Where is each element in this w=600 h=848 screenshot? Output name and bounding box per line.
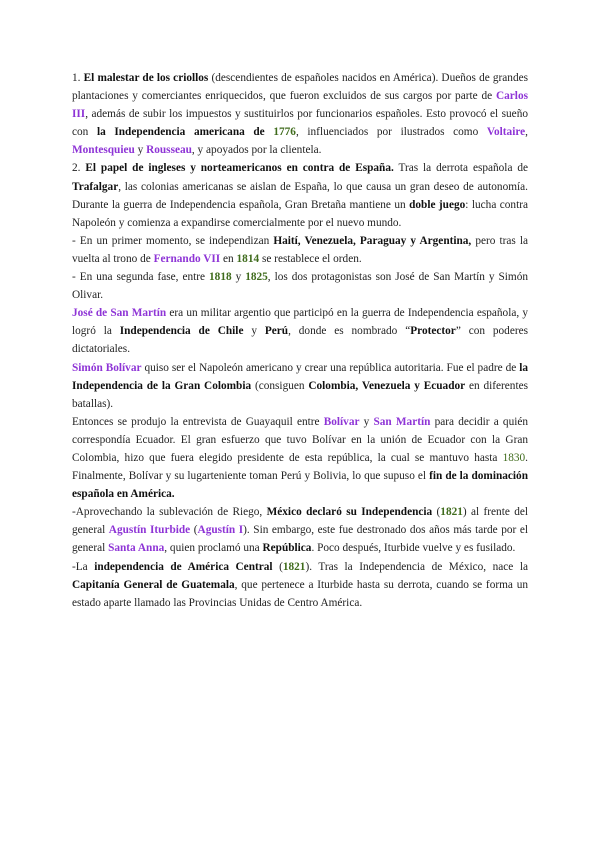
text-run: 1814 xyxy=(236,252,260,265)
text-run: (descendientes de españoles nacidos en América). Dueños de grandes plantaciones y comerciantes enriquecidos, que fueron excluidos de sus cargos por parte de xyxy=(72,72,529,103)
text-run: para decidir a quién correspondía Ecuador. El gran esfuerzo que tuvo Bolívar en la unión de Ecuador con la Gran Colombia, hizo que fuera elegido presidente de esta república, la cual se mantuvo hasta xyxy=(72,415,529,464)
text-run: 1818 xyxy=(209,271,232,284)
text-run: en diferentes batallas). xyxy=(72,379,528,410)
text-run: , influenciados por ilustrados como xyxy=(295,126,487,139)
text-run: Haití, Venezuela, Paraguay y Argentina, xyxy=(273,234,472,247)
text-run: ). Sin embargo, este fue destronado dos años más tarde por el general xyxy=(72,524,528,555)
text-run: (consiguen xyxy=(251,379,309,392)
text-run: El papel de ingleses y norteamericanos en contra de España. xyxy=(85,162,394,175)
text-run: Independencia de Chile xyxy=(119,325,244,338)
text-run: ( xyxy=(432,506,441,519)
paragraph-america-central xyxy=(72,558,528,612)
text-run: la Independencia de la Gran Colombia xyxy=(72,361,529,392)
text-run: , además de subir los impuestos y sustituirlos por funcionarios españoles. Esto provocó el sueño con xyxy=(72,108,528,139)
text-run: ( xyxy=(190,524,198,537)
text-run: , y apoyados por la clientela. xyxy=(191,144,322,157)
text-run: Agustín Iturbide xyxy=(108,524,191,537)
text-run: Entonces se produjo la entrevista de Guayaquil entre xyxy=(72,415,324,428)
paragraph-guayaquil xyxy=(72,413,528,503)
text-run: la Independencia americana de xyxy=(96,126,265,139)
text-run: Trafalgar xyxy=(72,180,119,193)
text-run: Bolívar xyxy=(323,415,360,428)
text-run: -Aprovechando la sublevación de Riego, xyxy=(72,506,267,519)
text-run: José de San Martín xyxy=(72,307,167,320)
text-run: y xyxy=(243,325,265,338)
text-run: , las colonias americanas se aislan de España, lo que causa un gran deseo de autonomía. Durante la guerra de Independencia española, Gran Bretaña mantiene un xyxy=(72,180,528,211)
text-run: Capitanía General de Guatemala xyxy=(72,578,235,591)
text-run: -La xyxy=(72,560,95,573)
text-run: , xyxy=(525,126,528,139)
text-run: independencia de América Central xyxy=(94,560,273,573)
text-run: fin de la dominación española en América. xyxy=(72,470,528,501)
text-run: 1776 xyxy=(273,126,296,139)
text-run: , que pertenece a Iturbide hasta su derrota, cuando se forma un estado aparte llamado las Provincias Unidas de Centro América. xyxy=(72,578,529,609)
paragraph-malestar-criollos xyxy=(72,69,528,159)
text-run: 1821 xyxy=(282,560,306,573)
text-run: pero tras la vuelta al trono de xyxy=(72,234,528,265)
text-run: 1. xyxy=(72,72,84,84)
text-run: . Poco después, Iturbide vuelve y es fusilado. xyxy=(311,542,516,555)
text-run: . Finalmente, Bolívar y su lugarteniente toman Perú y Bolivia, lo que supuso el xyxy=(72,451,528,483)
text-run: Agustín I xyxy=(197,524,244,537)
text-run: Colombia, Venezuela y Ecuador xyxy=(308,379,466,392)
text-run: - En un primer momento, se independizan xyxy=(72,234,274,247)
document-body xyxy=(72,69,528,612)
text-run: : lucha contra Napoleón y comienza a expandirse comercialmente por el nuevo mundo. xyxy=(72,198,528,229)
text-run: Voltaire xyxy=(486,126,526,139)
text-run: - En una segunda fase, entre xyxy=(72,271,210,284)
text-run: , los dos protagonistas son José de San Martín y Simón Olivar. xyxy=(72,271,529,302)
text-run: República xyxy=(262,542,312,555)
text-run: en xyxy=(220,252,237,265)
text-run: El malestar de los criollos xyxy=(83,72,209,84)
paragraph-papel-ingleses xyxy=(72,159,528,231)
text-run: , donde es nombrado “ xyxy=(288,325,411,338)
text-run: Santa Anna xyxy=(108,542,165,555)
text-run: Tras la derrota española de xyxy=(393,162,529,175)
text-run: y xyxy=(134,144,147,157)
text-run: Rousseau xyxy=(146,144,192,157)
text-run: era un militar argentio que participó en la guerra de Independencia española, y logró la xyxy=(72,307,528,338)
paragraph-san-martin xyxy=(72,304,528,358)
text-run: Carlos III xyxy=(72,90,528,121)
text-run: México declaró su Independencia xyxy=(266,506,433,519)
text-run: 1830 xyxy=(502,451,526,464)
text-run: Montesquieu xyxy=(72,144,135,157)
text-run: , quien proclamó una xyxy=(164,542,263,555)
text-run: Perú xyxy=(264,325,289,338)
text-run: Protector xyxy=(410,325,456,338)
text-run: se restablece el orden. xyxy=(259,252,362,265)
text-run: Simón Bolívar xyxy=(72,361,142,374)
text-run: y xyxy=(231,271,246,284)
paragraph-mexico xyxy=(72,503,528,557)
text-run: y xyxy=(359,415,374,428)
text-run: ). Tras la Independencia de México, nace la xyxy=(305,560,528,573)
text-run: quiso ser el Napoleón americano y crear una república autoritaria. Fue el padre de xyxy=(141,361,520,374)
text-run: ” con poderes dictatoriales. xyxy=(72,325,529,356)
text-run: doble juego xyxy=(409,198,466,211)
text-run: 1821 xyxy=(440,506,463,519)
text-run: San Martín xyxy=(373,415,431,428)
paragraph-simon-bolivar xyxy=(72,359,528,413)
text-run: ( xyxy=(272,560,283,573)
paragraph-primer-momento xyxy=(72,232,528,268)
paragraph-segunda-fase xyxy=(72,268,528,304)
text-run: ) al frente del general xyxy=(72,506,529,537)
text-run: Fernando VII xyxy=(153,252,221,265)
text-run: 1825 xyxy=(245,271,268,284)
text-run: 2. xyxy=(72,162,86,175)
